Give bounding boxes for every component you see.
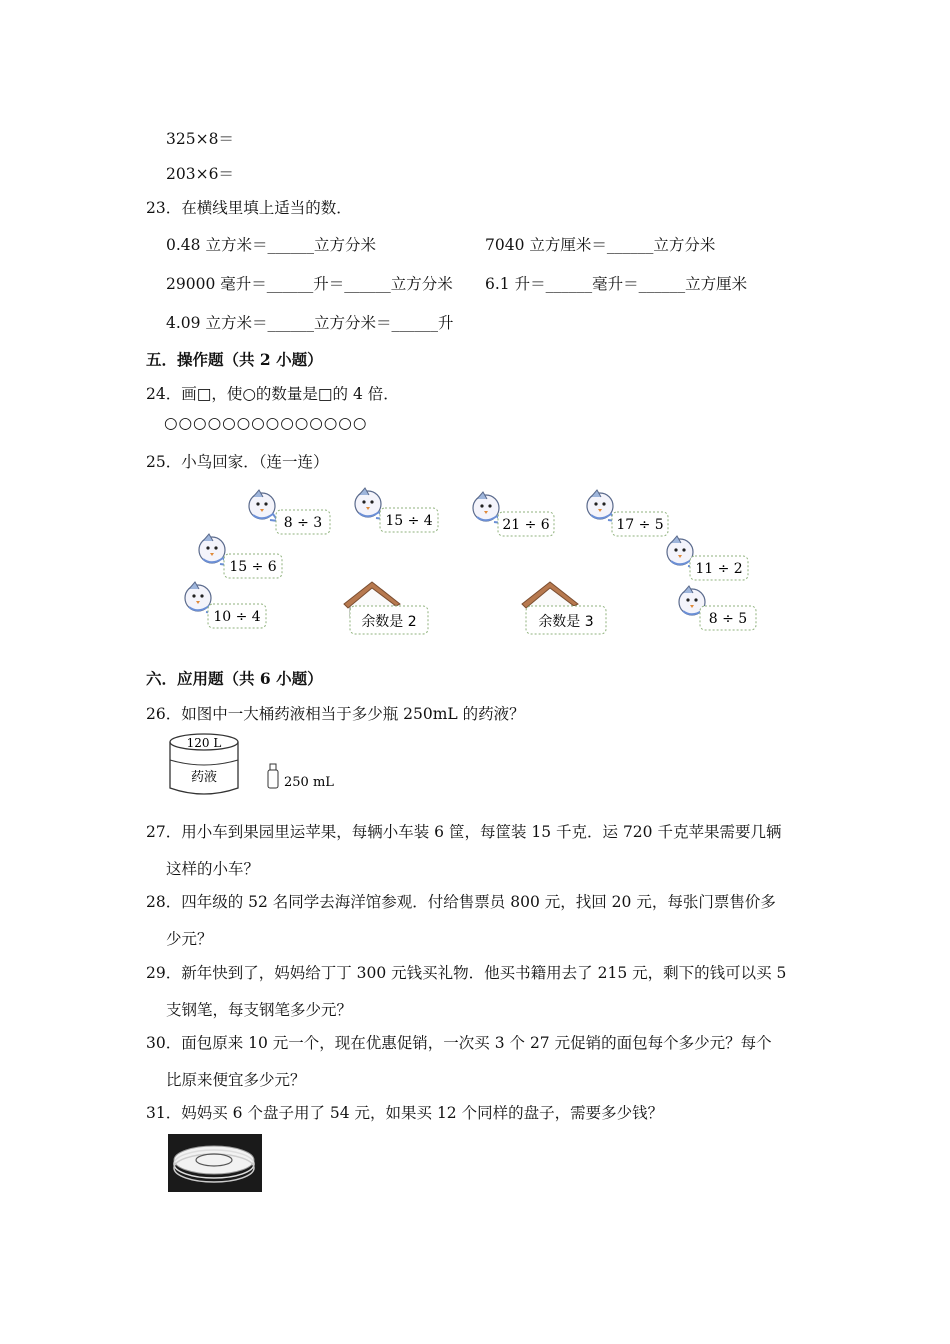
house-label: 余数是 3 (538, 614, 594, 630)
section-5-heading: 五．操作题（共 2 小题） (146, 350, 323, 369)
bird-item[interactable] (185, 582, 266, 628)
q23-blank-3: 29000 毫升＝______升＝______立方分米 (166, 275, 453, 293)
bird-item[interactable] (355, 488, 438, 532)
question-28-line-2: 少元？ (166, 930, 213, 948)
q23-blank-4: 6.1 升＝______毫升＝______立方厘米 (485, 275, 748, 293)
bird-label: 11 ÷ 2 (695, 561, 743, 577)
q23-blank-1: 0.48 立方米＝______立方分米 (166, 236, 376, 254)
bird-label: 8 ÷ 5 (708, 611, 748, 627)
bird-label: 8 ÷ 3 (283, 515, 323, 531)
bird-home-figure (170, 480, 780, 645)
circle-row: ○○○○○○○○○○○○○○ (164, 414, 368, 432)
question-30-line-1: 30．面包原来 10 元一个，现在优惠促销，一次买 3 个 27 元促销的面包每个多少元？每个 (146, 1034, 772, 1052)
question-24-title: 24．画□，使○的数量是□的 4 倍． (146, 385, 399, 403)
bottle-icon (268, 764, 278, 788)
bird-item[interactable] (249, 490, 330, 534)
question-23-title: 23．在横线里填上适当的数． (146, 199, 352, 217)
question-30-line-2: 比原来便宜多少元？ (166, 1071, 306, 1089)
barrel-label: 药液 (190, 770, 218, 785)
plates-image (168, 1134, 262, 1192)
bird-label: 15 ÷ 6 (229, 559, 277, 575)
q23-blank-2: 7040 立方厘米＝______立方分米 (485, 236, 716, 254)
bird-label: 15 ÷ 4 (385, 513, 433, 529)
question-26-title: 26．如图中一大桶药液相当于多少瓶 250mL 的药液？ (146, 705, 525, 723)
bottle-label: 250 mL (284, 775, 334, 790)
calc-line-2: 203×6＝ (166, 165, 234, 183)
question-31-title: 31．妈妈买 6 个盘子用了 54 元，如果买 12 个同样的盘子，需要多少钱？ (146, 1104, 664, 1122)
bird-item[interactable] (679, 586, 756, 630)
bird-label: 10 ÷ 4 (213, 609, 261, 625)
bird-label: 21 ÷ 6 (502, 517, 550, 533)
question-25-title: 25．小鸟回家．（连一连） (146, 453, 329, 471)
question-29-line-2: 支钢笔，每支钢笔多少元？ (166, 1001, 353, 1019)
bird-label: 17 ÷ 5 (616, 517, 664, 533)
house-label: 余数是 2 (361, 614, 417, 630)
bird-item[interactable] (667, 536, 748, 580)
barrel-figure (166, 730, 366, 802)
house-item[interactable] (522, 582, 606, 634)
question-27-line-1: 27．用小车到果园里运苹果，每辆小车装 6 筐，每筐装 15 千克．运 720 千克苹果需要几辆 (146, 823, 782, 841)
question-29-line-1: 29．新年快到了，妈妈给丁丁 300 元钱买礼物．他买书籍用去了 215 元，剩下的钱可以买 5 (146, 964, 787, 982)
house-item[interactable] (344, 582, 428, 634)
bird-item[interactable] (199, 534, 282, 578)
bird-item[interactable] (587, 490, 668, 536)
question-28-line-1: 28．四年级的 52 名同学去海洋馆参观．付给售票员 800 元，找回 20 元，每张门票售价多 (146, 893, 776, 911)
q23-blank-5: 4.09 立方米＝______立方分米＝______升 (166, 314, 454, 332)
calc-line-1: 325×8＝ (166, 130, 234, 148)
barrel-capacity: 120 L (186, 736, 222, 750)
question-27-line-2: 这样的小车？ (166, 860, 260, 878)
section-6-heading: 六．应用题（共 6 小题） (146, 669, 323, 688)
bird-item[interactable] (473, 492, 554, 536)
